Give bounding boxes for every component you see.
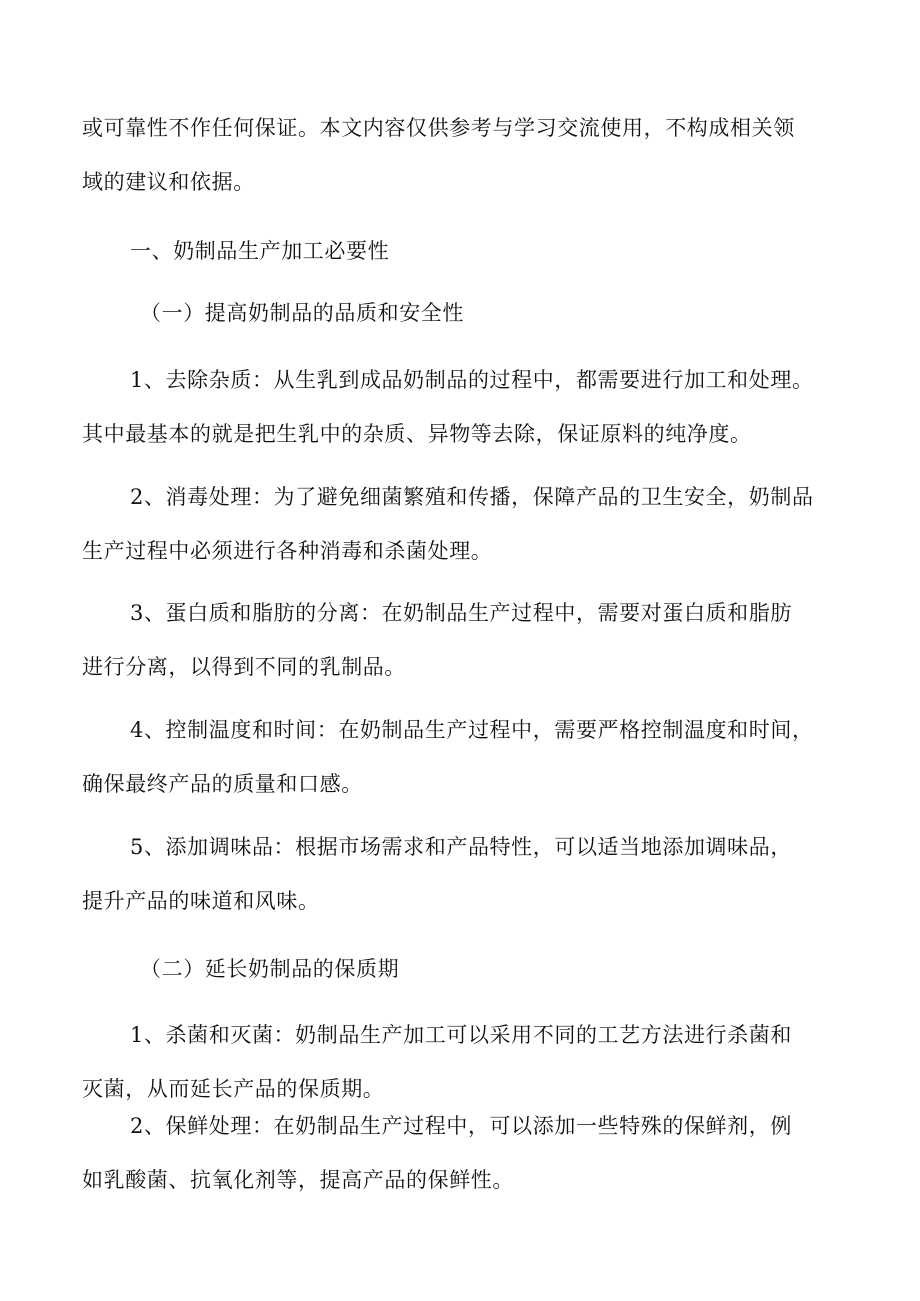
subsection-heading-1: （一）提高奶制品的品质和安全性 [140,301,464,325]
paragraph-1-line-2: 其中最基本的就是把生乳中的杂质、异物等去除，保证原料的纯净度。 [82,422,752,446]
paragraph-3-line-2: 进行分离，以得到不同的乳制品。 [82,655,406,679]
paragraph-3-line-1: 3、蛋白质和脂肪的分离：在奶制品生产过程中，需要对蛋白质和脂肪 [130,601,792,625]
intro-text-line-1: 或可靠性不作任何保证。本文内容仅供参考与学习交流使用，不构成相关领 [82,116,795,140]
paragraph-1-line-1: 1、去除杂质：从生乳到成品奶制品的过程中，都需要进行加工和处理。 [130,368,814,392]
paragraph-5-line-1: 5、添加调味品：根据市场需求和产品特性，可以适当地添加调味品， [130,835,792,859]
paragraph-2-line-1: 2、消毒处理：为了避免细菌繁殖和传播，保障产品的卫生安全，奶制品 [130,485,814,509]
paragraph-2-line-2: 生产过程中必须进行各种消毒和杀菌处理。 [82,539,493,563]
paragraph-7-line-1: 2、保鲜处理：在奶制品生产过程中，可以添加一些特殊的保鲜剂，例 [130,1114,792,1138]
paragraph-6-line-1: 1、杀菌和灭菌：奶制品生产加工可以采用不同的工艺方法进行杀菌和 [130,1023,792,1047]
subsection-heading-2: （二）延长奶制品的保质期 [140,957,400,981]
paragraph-6-line-2: 灭菌，从而延长产品的保质期。 [82,1077,385,1101]
paragraph-7-line-2: 如乳酸菌、抗氧化剂等，提高产品的保鲜性。 [82,1168,514,1192]
paragraph-4-line-1: 4、控制温度和时间：在奶制品生产过程中，需要严格控制温度和时间， [130,718,814,742]
intro-text-line-2: 域的建议和依据。 [82,170,255,194]
paragraph-4-line-2: 确保最终产品的质量和口感。 [82,772,363,796]
paragraph-5-line-2: 提升产品的味道和风味。 [82,889,320,913]
section-heading: 一、奶制品生产加工必要性 [130,239,390,263]
